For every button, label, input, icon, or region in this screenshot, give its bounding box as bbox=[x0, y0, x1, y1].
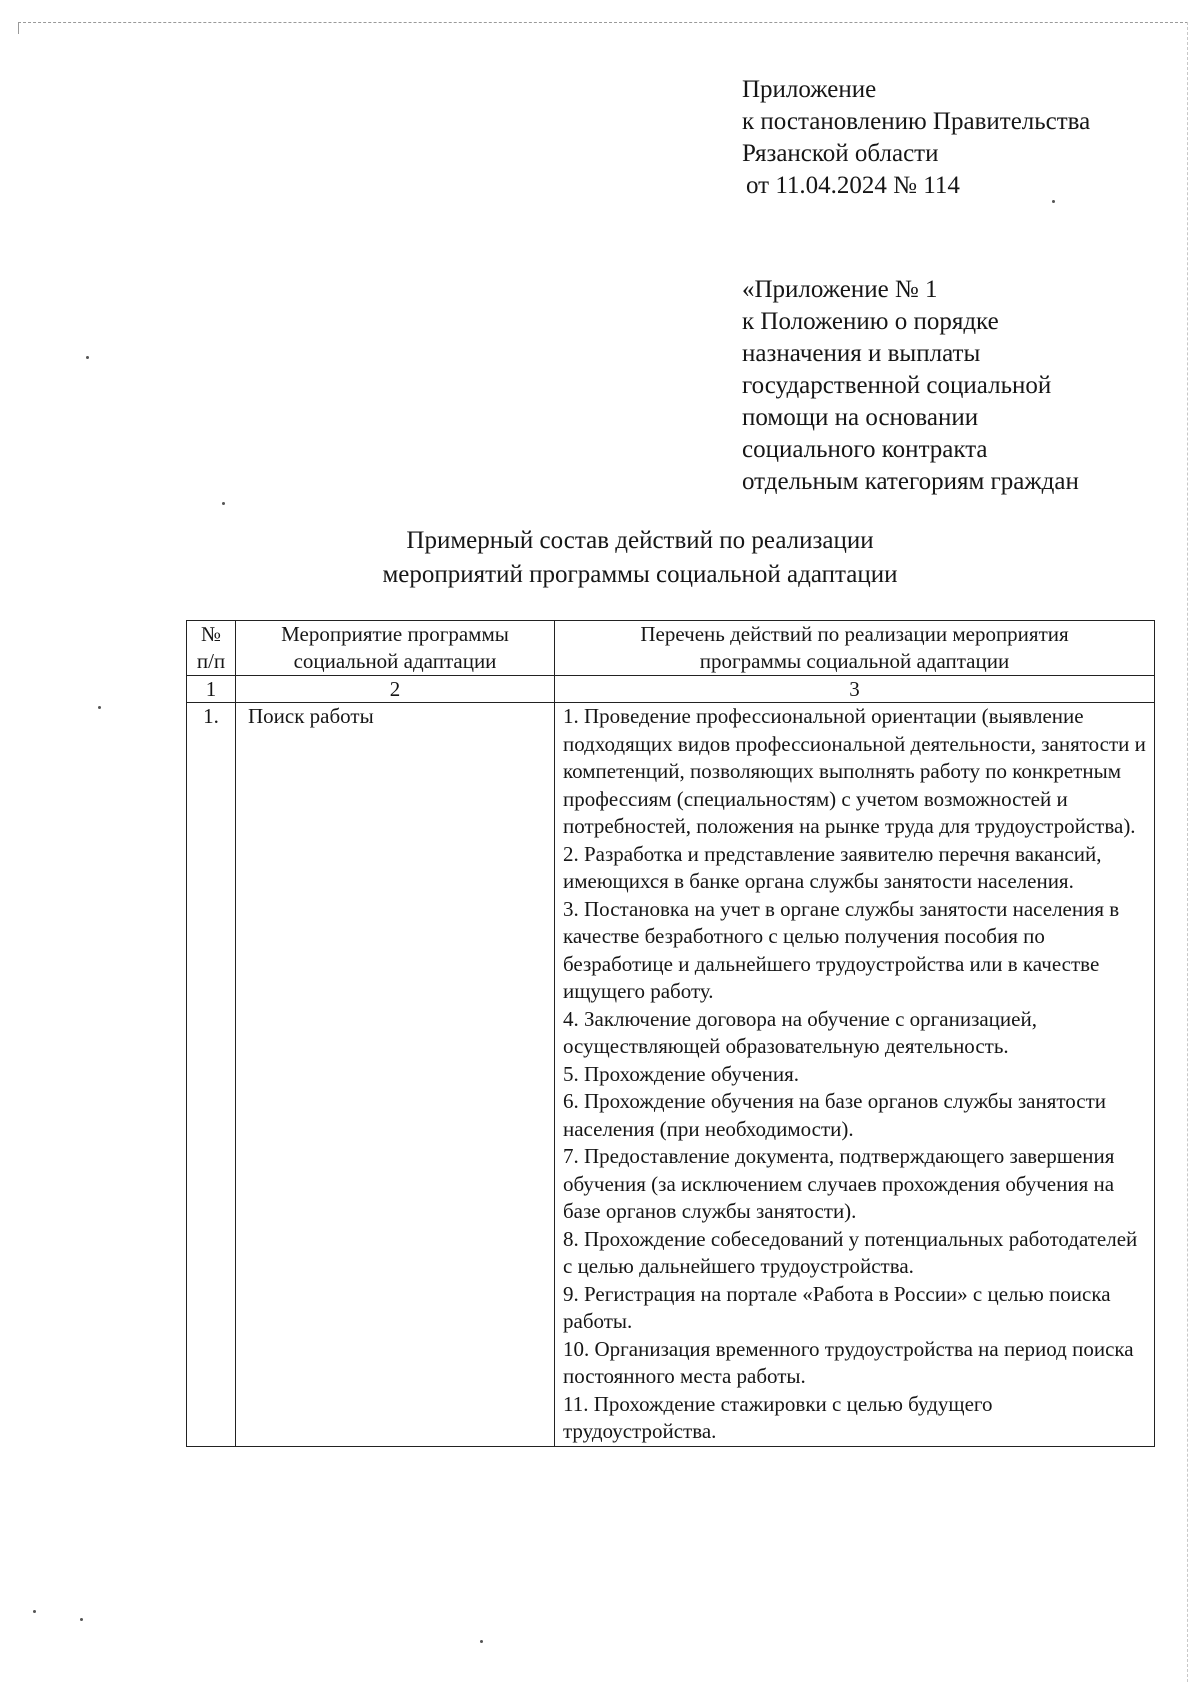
header-text: Мероприятие программы bbox=[281, 622, 509, 646]
header-text: п/п bbox=[196, 649, 226, 673]
action-item: 11. Прохождение стажировки с целью будущего трудоустройства. bbox=[563, 1391, 993, 1443]
approval-header bbox=[742, 74, 1090, 202]
measures-table bbox=[186, 620, 1155, 1447]
table-row bbox=[187, 703, 1155, 1447]
action-item: 5. Прохождение обучения. bbox=[563, 1061, 800, 1086]
action-item: 9. Регистрация на портале «Работа в России» с целью поиска работы. bbox=[563, 1281, 1111, 1333]
scan-speck bbox=[222, 502, 225, 505]
header-number bbox=[187, 621, 236, 676]
title-line: Примерный состав действий по реализации bbox=[406, 527, 874, 554]
document-title bbox=[300, 524, 980, 592]
row-measure: Поиск работы bbox=[236, 703, 555, 1447]
header-text: Перечень действий по реализации мероприятия bbox=[640, 622, 1069, 646]
annex-line: «Приложение № 1 bbox=[742, 276, 938, 303]
title-line: мероприятий программы социальной адаптации bbox=[382, 561, 898, 588]
annex-line: социального контракта bbox=[742, 436, 988, 463]
action-item: 4. Заключение договора на обучение с организацией, осуществляющей образовательную деятельность. bbox=[563, 1006, 1037, 1058]
column-number: 2 bbox=[236, 676, 555, 703]
approval-line: Приложение bbox=[742, 76, 877, 103]
scan-speck bbox=[98, 706, 101, 709]
column-number: 3 bbox=[555, 676, 1155, 703]
annex-line: помощи на основании bbox=[742, 404, 979, 431]
row-actions bbox=[555, 703, 1155, 1447]
approval-date-number: от 11.04.2024 № 114 bbox=[746, 172, 960, 199]
action-item: 1. Проведение профессиональной ориентации (выявление подходящих видов профессиональной деятельности, занятости и компетенций, позволяющих выполнять работу по конкретным профессиям (специальностям) с учетом возможностей и потребностей, положения на рынке труда для трудоустройства). bbox=[563, 704, 1146, 838]
scan-speck bbox=[33, 1610, 36, 1613]
table-header-row bbox=[187, 621, 1155, 676]
approval-line: Рязанской области bbox=[742, 140, 939, 167]
action-item: 10. Организация временного трудоустройства на период поиска постоянного места работы. bbox=[563, 1336, 1134, 1388]
header-measure bbox=[236, 621, 555, 676]
action-item: 8. Прохождение собеседований у потенциальных работодателей с целью дальнейшего трудоустройства. bbox=[563, 1226, 1138, 1278]
column-number: 1 bbox=[187, 676, 236, 703]
scan-edge-left bbox=[18, 22, 19, 34]
annex-line: государственной социальной bbox=[742, 372, 1052, 399]
action-item: 7. Предоставление документа, подтверждающего завершения обучения (за исключением случаев прохождения обучения на базе органов службы занятости). bbox=[563, 1144, 1115, 1223]
action-item: 2. Разработка и представление заявителю перечня вакансий, имеющихся в банке органа службы занятости населения. bbox=[563, 841, 1102, 893]
header-actions bbox=[555, 621, 1155, 676]
action-item: 3. Постановка на учет в органе службы занятости населения в качестве безработного с целью получения пособия по безработице и дальнейшего трудоустройства или в качестве ищущего работу. bbox=[563, 896, 1120, 1003]
action-item: 6. Прохождение обучения на базе органов службы занятости населения (при необходимости). bbox=[563, 1089, 1107, 1141]
annex-line: к Положению о порядке bbox=[742, 308, 999, 335]
header-text: социальной адаптации bbox=[293, 649, 497, 673]
header-text: программы социальной адаптации bbox=[699, 649, 1010, 673]
header-text: № bbox=[200, 622, 222, 646]
scan-speck bbox=[480, 1640, 483, 1643]
scan-speck bbox=[86, 356, 89, 359]
scan-edge-right bbox=[1187, 22, 1188, 1682]
annex-line: отдельным категориям граждан bbox=[742, 468, 1079, 495]
column-number-row bbox=[187, 676, 1155, 703]
scan-edge-top bbox=[18, 22, 1188, 23]
annex-line: назначения и выплаты bbox=[742, 340, 981, 367]
approval-line: к постановлению Правительства bbox=[742, 108, 1091, 135]
annex-header bbox=[742, 274, 1079, 498]
row-number: 1. bbox=[187, 703, 236, 1447]
scan-speck bbox=[80, 1618, 83, 1621]
